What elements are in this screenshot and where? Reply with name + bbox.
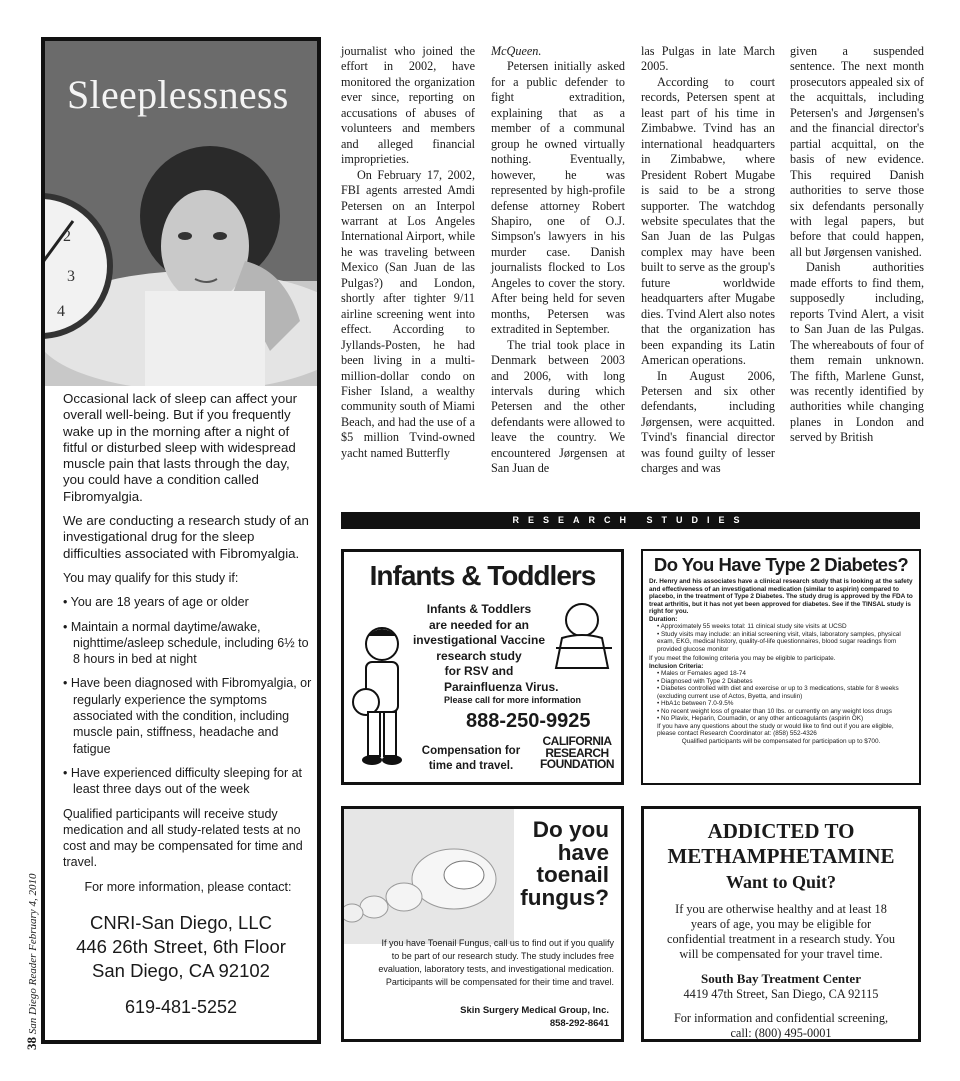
list-item: • No Plavix, Heparin, Coumadin, or any other anticoagulants (aspirin OK): [657, 715, 864, 722]
page-number: 38: [24, 1037, 39, 1050]
center-address: 4419 47th Street, San Diego, CA 92115: [683, 987, 879, 1001]
list-item: • Diagnosed with Type 2 Diabetes: [657, 677, 753, 685]
duration-label: Duration:: [649, 615, 678, 623]
city-address: San Diego, CA 92102: [92, 960, 270, 981]
list-item: • Males or Females aged 18-74: [657, 670, 746, 677]
svg-text:3: 3: [67, 268, 75, 285]
criteria-list: [63, 594, 313, 797]
company-name: Skin Surgery Medical Group, Inc.: [460, 1005, 609, 1016]
list-item: • No recent weight loss of greater than 10 lbs. or currently on any weight loss drugs: [657, 707, 892, 715]
qualify-heading: You may qualify for this study if:: [63, 570, 239, 585]
svg-text:2: 2: [63, 228, 71, 245]
article-column-3: [641, 44, 775, 477]
methamphetamine-ad: [641, 806, 921, 1042]
contact-text: For information and confidential screening, call: (800) 495-0001: [673, 1011, 889, 1040]
paragraph: las Pulgas in late March 2005.: [641, 44, 775, 74]
text-line: investigational Vaccine: [412, 633, 546, 647]
paragraph: The trial took place in Denmark between 2003 and 2006, with long intervals during which Petersen and the other defendants were allowed to leave the country. We encountered Jørgensen at San Juan de: [491, 337, 625, 476]
infants-toddlers-ad: [341, 549, 624, 785]
ad-title: Sleeplessness: [67, 72, 289, 117]
text-line: Infants & Toddlers: [426, 602, 532, 616]
paragraph: According to court records, Petersen spent at least part of his time in Zimbabwe. Tvind has an international headquarters in Zimbabwe, where President Robert Mugabe is said to be a strong supporter. The watchdog website speculates that the San Juan de las Pulgas complex may have been built to serve as the group's future worldwide headquarters after Mugabe dies. Tvind Alert also notes that the organization has been expanding its Latin American operations.: [641, 74, 775, 368]
list-item: • Diabetes controlled with diet and exercise or up to 3 medications, stable for 8 weeks (excluding current use of Actos, Byetta, and insulin): [657, 685, 899, 700]
paragraph: Petersen initially asked for a public defender to fight extradition, explaining that as a member of a communal group he owned virtually nothing. Eventually, however, he was represented by high-profile defense attorney Robert Shapiro, one of O.J. Simpson's lawyers in his murder case. Danish journalists flocked to Los Angeles to cover the story. After being held for seven months, Petersen was extradited in September.: [491, 59, 625, 337]
contact-block: [45, 911, 317, 1018]
ad-body: [649, 578, 913, 745]
phone-number: 858-292-8641: [549, 1018, 609, 1029]
list-item: • Maintain a normal daytime/awake, nighttime/asleep schedule, including 6½ to 8 hours in bed at night: [63, 619, 309, 667]
more-info-text: For more information, please contact:: [84, 879, 292, 894]
call-text: Please call for more information: [444, 695, 582, 705]
phone-number: 619-481-5252: [124, 997, 238, 1017]
type-2-diabetes-ad: [641, 549, 921, 785]
list-item: • Have been diagnosed with Fibromyalgia, or regularly experience the symptoms associated with the condition, including muscle pain, stiffness, headache and fatigue: [63, 676, 312, 756]
paragraph: In August 2006, Petersen and six other defendants, including Jørgensen, were acquitted. Tvind's financial director was found guilty of lesser charges and was: [641, 368, 775, 476]
qualified-text: Qualified participants will receive study medication and all study-related tests at no cost and may be compensated for time and travel.: [63, 806, 303, 870]
paragraph: McQueen.: [491, 44, 542, 58]
foot-photo: [344, 809, 514, 944]
list-item: • You are 18 years of age or older: [63, 595, 249, 610]
article-body: [341, 44, 924, 494]
eligibility-text: If you meet the following criteria you may be eligible to participate.: [649, 655, 836, 662]
compensation-text: Qualified participants will be compensated for participation up to $700.: [681, 737, 881, 745]
criteria-label: Inclusion Criteria:: [649, 662, 704, 670]
article-column-2: [491, 44, 625, 477]
text-line: for RSV and: [444, 664, 514, 678]
study-text: We are conducting a research study of an investigational drug for the sleep difficulties associated with Fibromyalgia.: [63, 513, 309, 561]
paragraph: Danish authorities made efforts to find them, supposedly including, reports Tvind Alert, a visit to San Juan de las Pulgas. The whereabouts of four of them remain unknown. The fifth, Marlene Gunst, was recently identified by authorities while changing planes in London and served by British: [790, 260, 924, 445]
contact-text: If you have any questions about the study or would like to find out if you are eligible, please contact Research Coordinator at: (858) 552-4326: [657, 722, 894, 737]
company-name: CNRI-San Diego, LLC: [90, 912, 272, 933]
toenail-fungus-ad: [341, 806, 624, 1042]
sleeplessness-ad: [41, 37, 321, 1044]
article-column-4: [790, 44, 924, 446]
contact-block: [460, 1004, 609, 1030]
ad-subtitle: Want to Quit?: [725, 872, 836, 892]
paragraph: On February 17, 2002, FBI agents arrested Amdi Petersen on an Interpol warrant at Los Angeles International Airport, while he was traveling between Mexico (San Juan de las Pulgas?) and London, shortly after tighter 9/11 airline screening went into effect. According to Jyllands-Posten, he had been living in a multi-million-dollar condo on Fisher Island, a wealthy community south of Miami Beach, and had the use of a $5 million Tvind-owned yacht named Butterfly: [341, 167, 475, 460]
text-line: research study: [436, 648, 522, 663]
california-research-foundation-logo: CALIFORNIA RESEARCH FOUNDATION: [539, 734, 615, 771]
ad-title: Infants & Toddlers: [369, 560, 596, 591]
woman-clock-photo: [45, 41, 317, 386]
paragraph: journalist who joined the effort in 2002, have monitored the organization ever since, reporting on accusations of abuses of volunteers and members and alleged financial improprieties.: [341, 44, 475, 167]
svg-text:4: 4: [57, 303, 65, 320]
ad-description: If you are otherwise healthy and at least 18 years of age, you may be eligible for confidential treatment in a research study. You will be compensated for your travel time.: [667, 902, 895, 961]
intro-text: Dr. Henry and his associates have a clinical research study that is looking at the safety and effectiveness of an investigational medication (similar to aspirin) compared to placebo, in the treatment of Type 2 Diabetes. The study drug is approved by the FDA to treat arthritis, but it has not yet been approved for diabetes. See if the TINSAL study is right for you.: [649, 578, 913, 615]
publication-date: San Diego Reader February 4, 2010: [27, 873, 39, 1035]
ad-body: [63, 391, 313, 903]
phone-number: 888-250-9925: [466, 710, 591, 732]
paragraph: given a suspended sentence. The next month prosecutors appealed six of the acquittals, including Petersen's and Jørgensen's and the financial director's partial acquittal, on the basis of new evidence. This required Danish authorities to serve those six defendants personally with legal papers, but before that could happen, all but Jørgensen vanished.: [790, 44, 924, 259]
article-column-1: [341, 44, 475, 461]
intro-text: Occasional lack of sleep can affect your overall well-being. But if you frequently wake up in the morning after a night of fitful or disturbed sleep with widespread muscle pain that lasts through the day, you could have a condition called Fibromyalgia.: [63, 391, 298, 504]
compensation-text: Compensation for time and travel.: [421, 745, 521, 772]
ad-description: [404, 602, 559, 695]
baby-illustration: [552, 598, 618, 673]
text-line: Parainfluenza Virus.: [444, 679, 559, 694]
ad-title: Do you have toenail fungus?: [520, 817, 609, 910]
list-item: • Study visits may include: an initial screening visit, vitals, laboratory samples, physical exam, EKG, medical history, quality-of-life questionnaires, blood sugar readings from provided glucose monitor: [657, 630, 901, 653]
section-bar: RESEARCH STUDIES: [341, 512, 920, 529]
ad-title: ADDICTED TO METHAMPHETAMINE: [667, 819, 895, 868]
ad-description: If you have Toenail Fungus, call us to find out if you qualify to be part of our research study. The study includes free evaluation, laboratory tests, and investigational medication. Participants will be compensated for their time and travel.: [378, 938, 614, 987]
list-item: • Approximately 55 weeks total: 11 clinical study site visits at UCSD: [657, 623, 847, 630]
list-item: • HbA1c between 7.0-9.5%: [657, 700, 734, 707]
list-item: • Have experienced difficulty sleeping for at least three days out of the week: [63, 765, 303, 797]
text-line: are needed for an: [428, 617, 530, 632]
center-name: South Bay Treatment Center: [701, 971, 861, 986]
ad-title: Do You Have Type 2 Diabetes?: [653, 554, 909, 575]
street-address: 446 26th Street, 6th Floor: [76, 936, 286, 957]
